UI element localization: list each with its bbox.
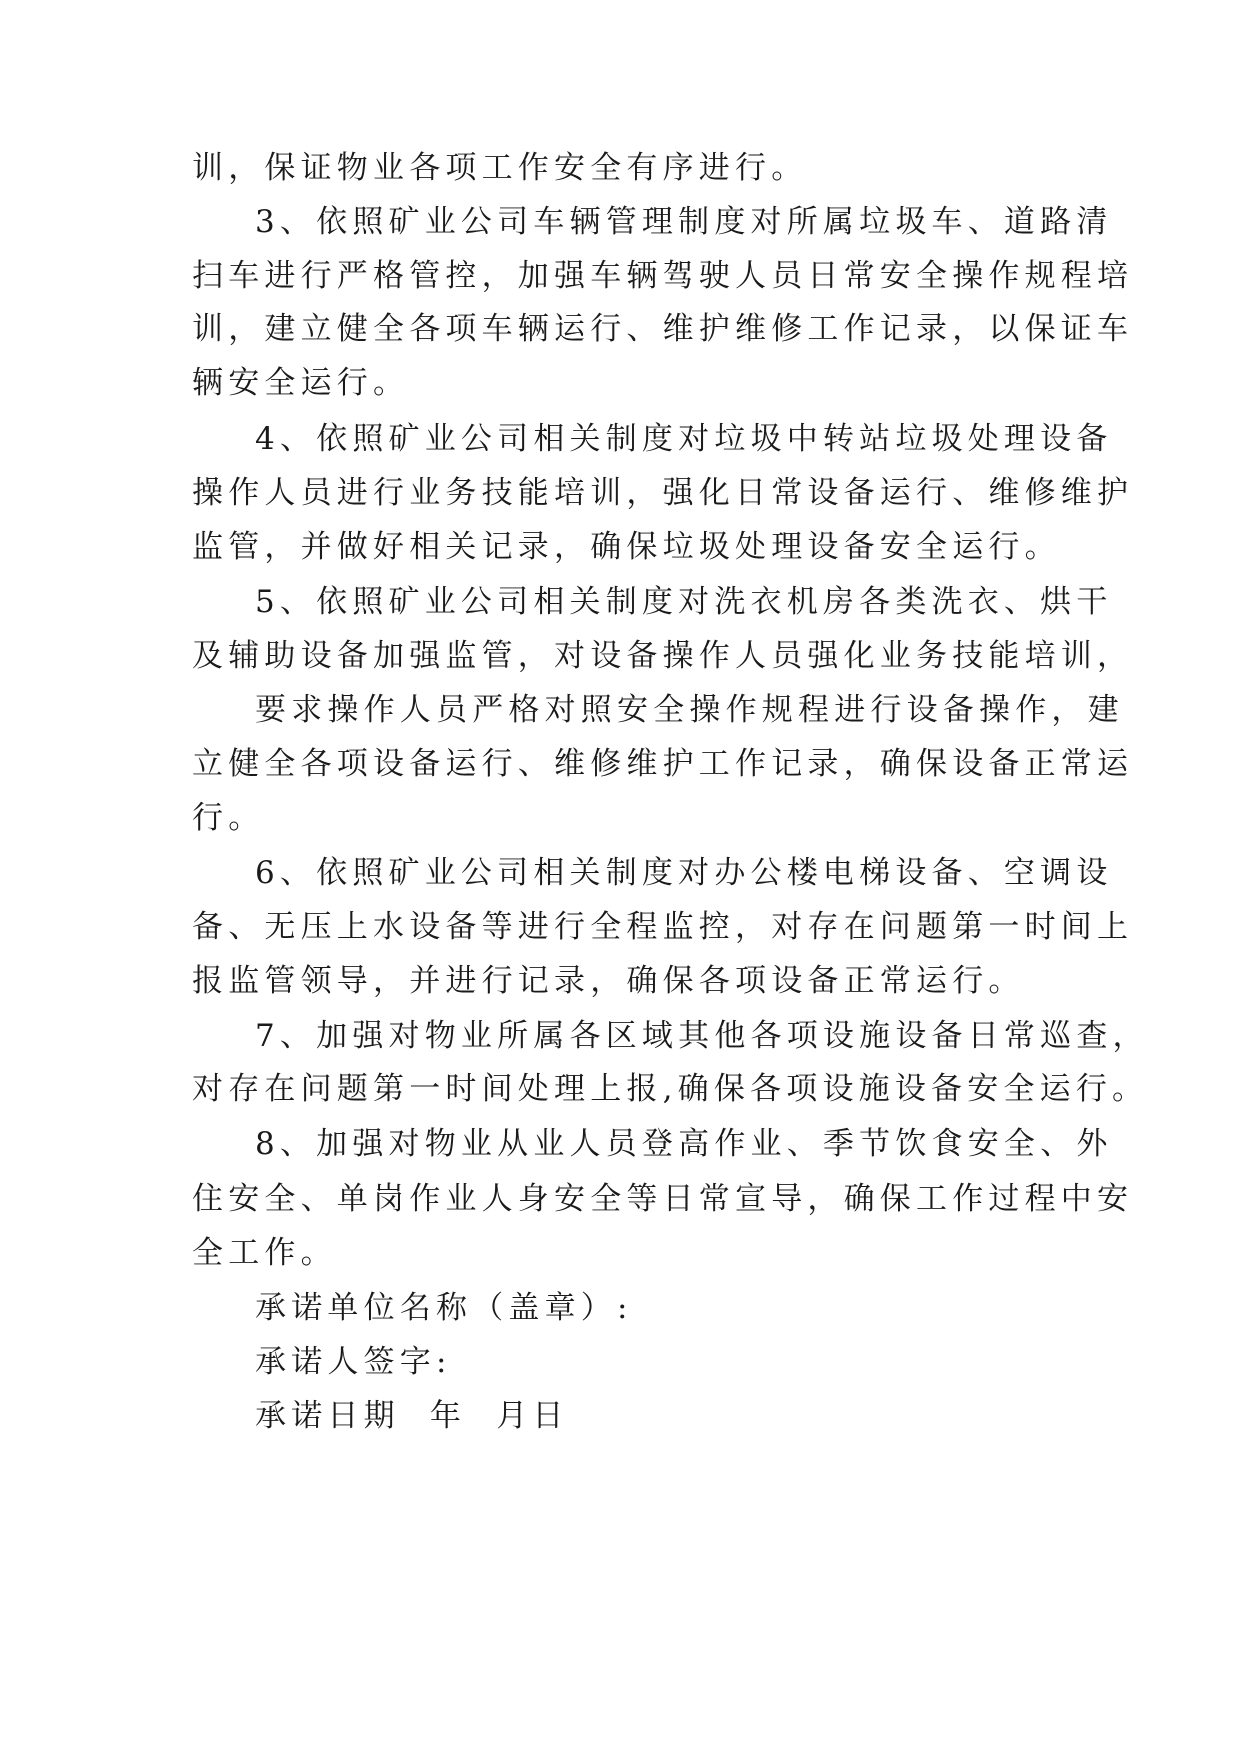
paragraph-line: 训，建立健全各项车辆运行、维护维修工作记录，以保证车 — [192, 311, 1134, 347]
paragraph-line: 训，保证物业各项工作安全有序进行。 — [192, 150, 808, 186]
paragraph-line: 3、依照矿业公司车辆管理制度对所属垃圾车、道路清 — [255, 204, 1113, 240]
paragraph-line: 6、依照矿业公司相关制度对办公楼电梯设备、空调设 — [255, 855, 1113, 891]
paragraph-line: 全工作。 — [192, 1235, 337, 1271]
paragraph-line: 7、加强对物业所属各区域其他各项设施设备日常巡查， — [255, 1018, 1149, 1054]
paragraph-line: 住安全、单岗作业人身安全等日常宣导，确保工作过程中安 — [192, 1181, 1134, 1217]
paragraph-line: 扫车进行严格管控，加强车辆驾驶人员日常安全操作规程培 — [192, 258, 1134, 294]
signature-signer-label: 承诺人签字: — [255, 1344, 452, 1380]
signature-unit-label: 承诺单位名称（盖章）: — [255, 1290, 633, 1326]
paragraph-line: 4、依照矿业公司相关制度对垃圾中转站垃圾处理设备 — [255, 421, 1113, 457]
paragraph-line: 行。 — [192, 800, 265, 836]
paragraph-line: 8、加强对物业从业人员登高作业、季节饮食安全、外 — [255, 1126, 1113, 1162]
paragraph-line: 立健全各项设备运行、维修维护工作记录，确保设备正常运 — [192, 746, 1134, 782]
paragraph-line: 操作人员进行业务技能培训，强化日常设备运行、维修维护 — [192, 475, 1134, 511]
paragraph-line: 报监管领导，并进行记录，确保各项设备正常运行。 — [192, 963, 1025, 999]
signature-date-label: 承诺日期 年 月日 — [255, 1398, 569, 1434]
paragraph-line: 监管，并做好相关记录，确保垃圾处理设备安全运行。 — [192, 529, 1061, 565]
paragraph-line: 对存在问题第一时间处理上报,确保各项设施设备安全运行。 — [192, 1071, 1149, 1107]
paragraph-line: 辆安全运行。 — [192, 365, 410, 401]
paragraph-line: 要求操作人员严格对照安全操作规程进行设备操作，建 — [255, 692, 1124, 728]
paragraph-line: 备、无压上水设备等进行全程监控，对存在问题第一时间上 — [192, 909, 1134, 945]
paragraph-line: 5、依照矿业公司相关制度对洗衣机房各类洗衣、烘干 — [255, 584, 1113, 620]
paragraph-line: 及辅助设备加强监管，对设备操作人员强化业务技能培训， — [192, 638, 1134, 674]
